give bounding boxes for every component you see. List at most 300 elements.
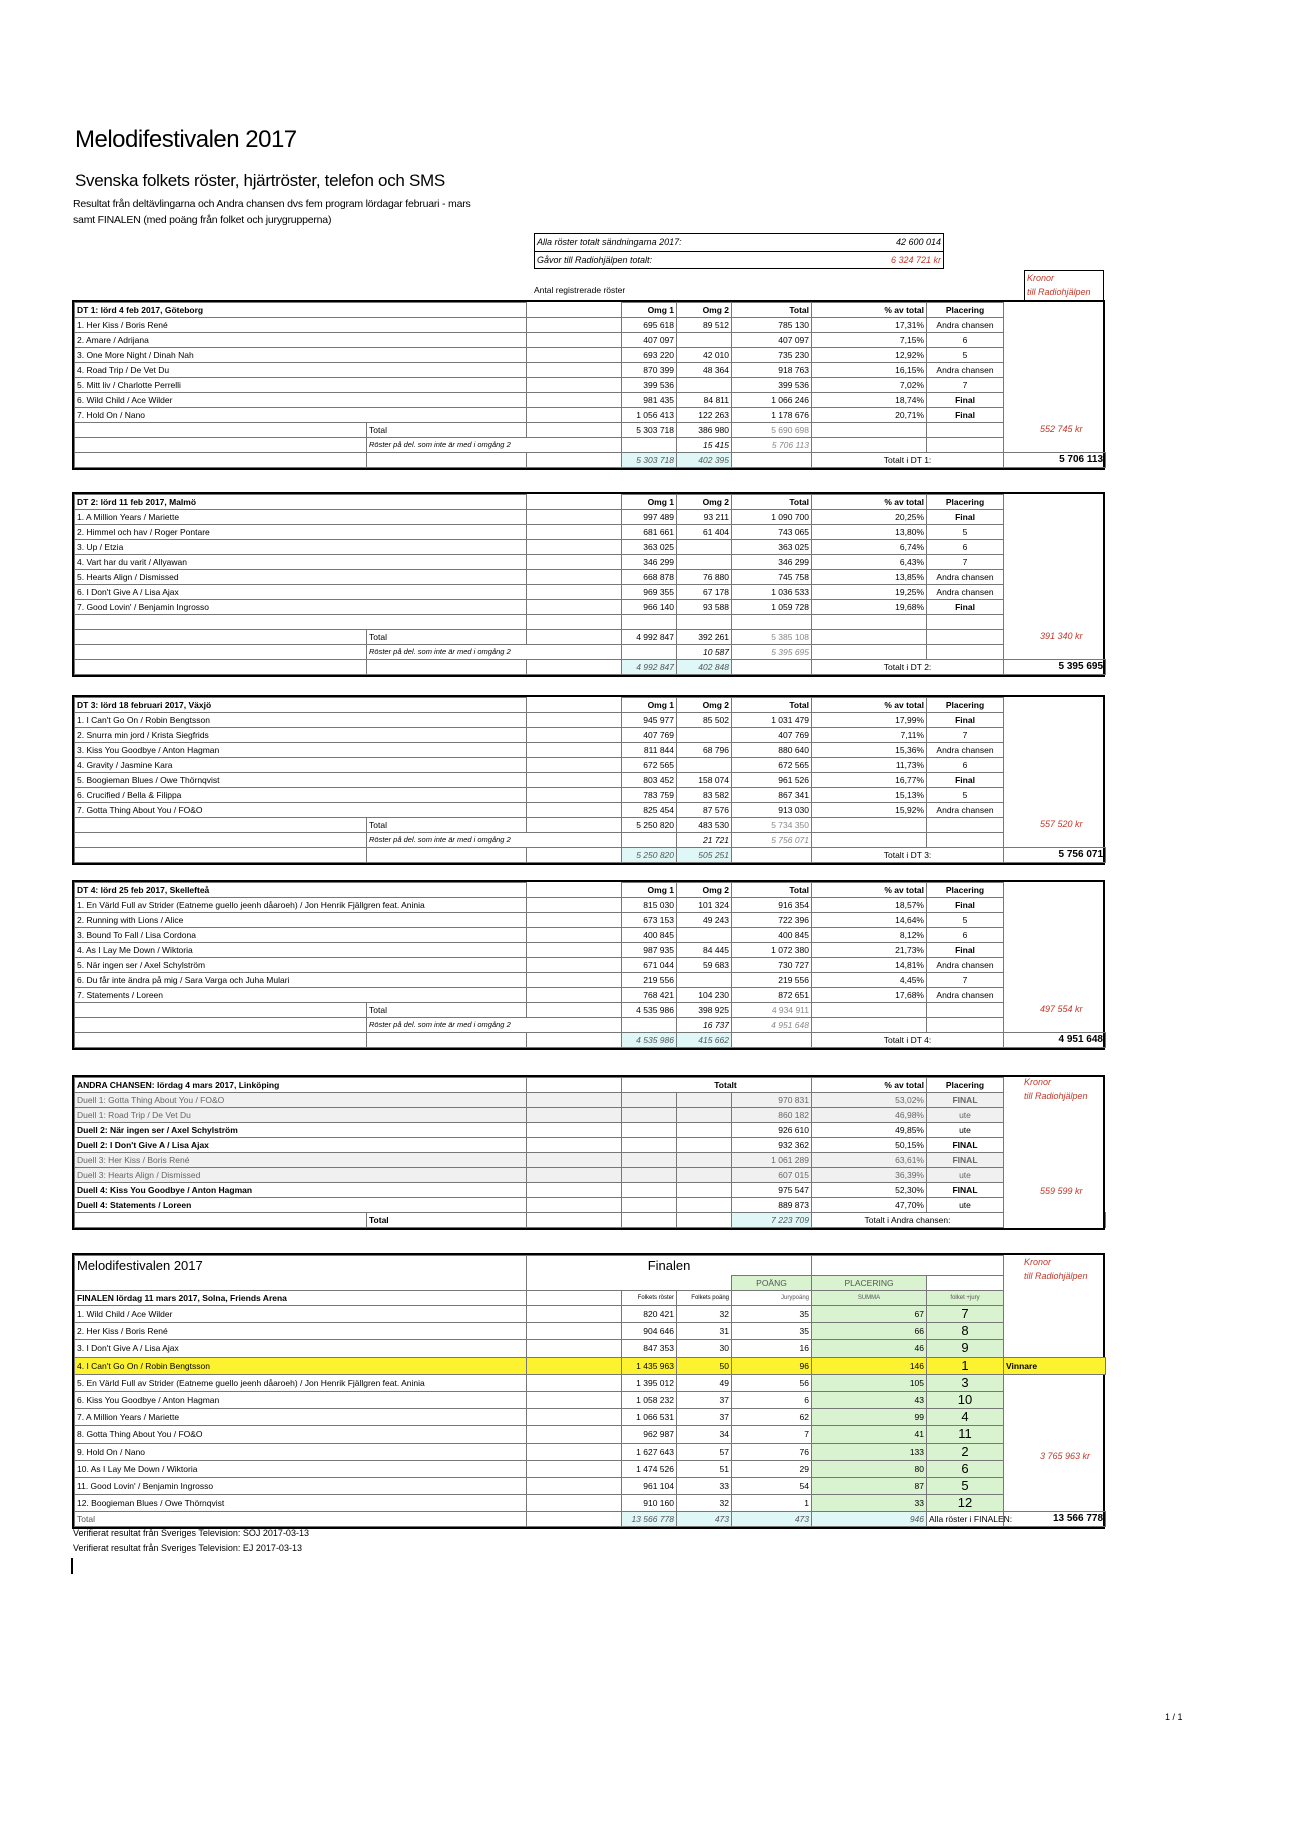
col-jurypoang: Jurypoäng bbox=[732, 1291, 812, 1306]
finalen-row bbox=[75, 1426, 1106, 1443]
omg2-value: 85 502 bbox=[677, 713, 732, 728]
song-artist: 1. En Värld Full av Strider (Eatneme guello jeenh dåaroeh) / Jon Henrik Fjällgren feat. Aninia bbox=[75, 898, 527, 913]
pct-value: 16,15% bbox=[812, 363, 927, 378]
kronor-header-finalen bbox=[1024, 1255, 1088, 1283]
placement-value: 7 bbox=[927, 728, 1004, 743]
page-title: Melodifestivalen 2017 bbox=[75, 126, 297, 153]
omg2-value: 84 811 bbox=[677, 393, 732, 408]
placering-header: PLACERING bbox=[812, 1276, 927, 1291]
sum-omg1: 5 250 820 bbox=[622, 848, 677, 863]
total-label: Total bbox=[367, 818, 527, 833]
finalen-total-row bbox=[75, 1512, 1106, 1527]
col-total: Total bbox=[732, 303, 812, 318]
pct-value: 15,92% bbox=[812, 803, 927, 818]
song-artist: 7. Statements / Loreen bbox=[75, 988, 527, 1003]
finalen-sum-value: 13 566 778 bbox=[1004, 1512, 1106, 1527]
duel-pct: 52,30% bbox=[812, 1183, 927, 1198]
omg1-value: 673 153 bbox=[622, 913, 677, 928]
col-placering: Placering bbox=[927, 303, 1004, 318]
omg1-value: 695 618 bbox=[622, 318, 677, 333]
pct-value: 15,13% bbox=[812, 788, 927, 803]
placement-value: Andra chansen bbox=[927, 958, 1004, 973]
col-placering: Placering bbox=[927, 883, 1004, 898]
col-placering: Placering bbox=[927, 495, 1004, 510]
omg2-value: 93 588 bbox=[677, 600, 732, 615]
section-sum-row bbox=[75, 1033, 1106, 1048]
omg2-value bbox=[677, 333, 732, 348]
col-pct: % av total bbox=[812, 883, 927, 898]
song-artist: 7. Good Lovin' / Benjamin Ingrosso bbox=[75, 600, 527, 615]
jurypoang: 29 bbox=[732, 1460, 812, 1477]
total-value: 1 059 728 bbox=[732, 600, 812, 615]
song-artist: 7. Gotta Thing About You / FO&O bbox=[75, 803, 527, 818]
total-label: Total bbox=[367, 423, 527, 438]
duel-votes: 975 547 bbox=[732, 1183, 812, 1198]
total-value: 730 727 bbox=[732, 958, 812, 973]
andra-header-row bbox=[75, 1078, 1106, 1093]
folkets-roster: 1 066 531 bbox=[622, 1409, 677, 1426]
folkets-poang: 50 bbox=[677, 1357, 732, 1374]
section-header-row bbox=[75, 698, 1106, 713]
jurypoang: 6 bbox=[732, 1391, 812, 1408]
total-omg1: 4 992 847 bbox=[622, 629, 677, 644]
duel-label: Duell 3: Hearts Align / Dismissed bbox=[75, 1168, 527, 1183]
andra-total-row bbox=[75, 1213, 1106, 1228]
jurypoang: 16 bbox=[732, 1340, 812, 1357]
placering: 9 bbox=[927, 1340, 1004, 1357]
folkets-roster: 904 646 bbox=[622, 1323, 677, 1340]
finalen-kronor: 3 765 963 kr bbox=[1040, 1451, 1091, 1461]
total-value: 745 758 bbox=[732, 570, 812, 585]
table-row bbox=[75, 898, 1106, 913]
table-row bbox=[75, 408, 1106, 423]
omg1-value: 668 878 bbox=[622, 570, 677, 585]
summa: 41 bbox=[812, 1426, 927, 1443]
winner-label bbox=[1004, 1426, 1106, 1443]
pct-value: 8,12% bbox=[812, 928, 927, 943]
section-sum-row bbox=[75, 659, 1106, 674]
poang-header: POÄNG bbox=[732, 1276, 812, 1291]
folkets-poang: 32 bbox=[677, 1495, 732, 1512]
duel-pct: 47,70% bbox=[812, 1198, 927, 1213]
pct-value: 17,31% bbox=[812, 318, 927, 333]
summa: 133 bbox=[812, 1443, 927, 1460]
andra-total-label: Total bbox=[367, 1213, 527, 1228]
section-heading: DT 4: lörd 25 feb 2017, Skellefteå bbox=[75, 883, 527, 898]
total-value: 1 090 700 bbox=[732, 510, 812, 525]
andra-total-value: 7 223 709 bbox=[732, 1213, 812, 1228]
duel-row bbox=[75, 1093, 1106, 1108]
total-value: 880 640 bbox=[732, 743, 812, 758]
intro-note-line-1: Resultat från deltävlingarna och Andra chansen dvs fem program lördagar februari - mars bbox=[73, 198, 471, 210]
omg1-value: 969 355 bbox=[622, 585, 677, 600]
folkets-poang: 34 bbox=[677, 1426, 732, 1443]
sum-omg1: 5 303 718 bbox=[622, 453, 677, 468]
table-row bbox=[75, 585, 1106, 600]
section-table-dt3 bbox=[72, 695, 1105, 865]
omg2-value: 87 576 bbox=[677, 803, 732, 818]
folkets-poang: 32 bbox=[677, 1306, 732, 1323]
verification-note-2: Verifierat resultat från Sveriges Television: EJ 2017-03-13 bbox=[73, 1543, 302, 1553]
winner-label bbox=[1004, 1477, 1106, 1494]
kronor-header-line-2: till Radiohjälpen bbox=[1024, 1271, 1088, 1281]
song-artist: 4. I Can't Go On / Robin Bengtsson bbox=[75, 1357, 527, 1374]
total-total: 5 690 698 bbox=[732, 423, 812, 438]
finalen-row bbox=[75, 1443, 1106, 1460]
folkets-roster: 1 627 643 bbox=[622, 1443, 677, 1460]
table-row bbox=[75, 348, 1106, 363]
omg1-value: 966 140 bbox=[622, 600, 677, 615]
placement-value: 5 bbox=[927, 788, 1004, 803]
jurypoang: 1 bbox=[732, 1495, 812, 1512]
total-value: 785 130 bbox=[732, 318, 812, 333]
duel-votes: 607 015 bbox=[732, 1168, 812, 1183]
total-omg2: 483 530 bbox=[677, 818, 732, 833]
extra-votes-label: Röster på del. som inte är med i omgång 2 bbox=[367, 833, 622, 848]
omg1-value: 825 454 bbox=[622, 803, 677, 818]
folkets-roster: 1 395 012 bbox=[622, 1374, 677, 1391]
col-summa: SUMMA bbox=[812, 1291, 927, 1306]
jurypoang: 76 bbox=[732, 1443, 812, 1460]
winner-label bbox=[1004, 1409, 1106, 1426]
table-row bbox=[75, 973, 1106, 988]
registered-votes-label: Antal registrerade röster bbox=[534, 285, 626, 295]
pct-value: 12,92% bbox=[812, 348, 927, 363]
duel-pct: 36,39% bbox=[812, 1168, 927, 1183]
section-table-dt1 bbox=[72, 300, 1105, 470]
duel-result: ute bbox=[927, 1198, 1004, 1213]
section-sum-label: Totalt i DT 2: bbox=[812, 659, 1004, 674]
omg2-value: 122 263 bbox=[677, 408, 732, 423]
andra-kronor: 559 599 kr bbox=[1040, 1186, 1083, 1196]
duel-votes: 926 610 bbox=[732, 1123, 812, 1138]
summa: 105 bbox=[812, 1374, 927, 1391]
all-votes-value: 42 600 014 bbox=[895, 237, 941, 247]
total-value: 407 769 bbox=[732, 728, 812, 743]
total-value: 400 845 bbox=[732, 928, 812, 943]
pct-value: 6,43% bbox=[812, 555, 927, 570]
total-omg2: 386 980 bbox=[677, 423, 732, 438]
song-artist: 3. One More Night / Dinah Nah bbox=[75, 348, 527, 363]
folkets-roster: 1 474 526 bbox=[622, 1460, 677, 1477]
table-row bbox=[75, 743, 1106, 758]
placement-value: Final bbox=[927, 408, 1004, 423]
jurypoang: 7 bbox=[732, 1426, 812, 1443]
table-row bbox=[75, 540, 1106, 555]
kronor-header-line-1: Kronor bbox=[1027, 273, 1055, 283]
duel-votes: 932 362 bbox=[732, 1138, 812, 1153]
song-artist: 4. Road Trip / De Vet Du bbox=[75, 363, 527, 378]
finalen-row bbox=[75, 1323, 1106, 1340]
song-artist: 6. Du får inte ändra på mig / Sara Varga och Juha Mulari bbox=[75, 973, 527, 988]
text-cursor bbox=[71, 1558, 73, 1574]
total-row bbox=[75, 423, 1106, 438]
table-row bbox=[75, 333, 1106, 348]
sum-omg2: 402 395 bbox=[677, 453, 732, 468]
omg1-value: 803 452 bbox=[622, 773, 677, 788]
song-artist: 2. Her Kiss / Boris René bbox=[75, 1323, 527, 1340]
duel-pct: 46,98% bbox=[812, 1108, 927, 1123]
total-value: 346 299 bbox=[732, 555, 812, 570]
page-subtitle: Svenska folkets röster, hjärtröster, telefon och SMS bbox=[75, 171, 445, 190]
duel-row bbox=[75, 1138, 1106, 1153]
duel-result: FINAL bbox=[927, 1153, 1004, 1168]
placering: 6 bbox=[927, 1460, 1004, 1477]
placering: 8 bbox=[927, 1323, 1004, 1340]
intro-note-line-2: samt FINALEN (med poäng från folket och jurygrupperna) bbox=[73, 214, 332, 226]
placement-value: Final bbox=[927, 713, 1004, 728]
placement-value: Final bbox=[927, 600, 1004, 615]
total-omg1: 5 250 820 bbox=[622, 818, 677, 833]
total-value: 743 065 bbox=[732, 525, 812, 540]
andra-sum-label: Totalt i Andra chansen: bbox=[812, 1213, 1004, 1228]
duel-votes: 889 873 bbox=[732, 1198, 812, 1213]
duel-result: ute bbox=[927, 1123, 1004, 1138]
duel-result: FINAL bbox=[927, 1138, 1004, 1153]
finalen-row bbox=[75, 1495, 1106, 1512]
pct-value: 14,64% bbox=[812, 913, 927, 928]
omg2-value bbox=[677, 928, 732, 943]
omg2-value bbox=[677, 540, 732, 555]
kronor-header-line-1: Kronor bbox=[1024, 1077, 1052, 1087]
omg1-value: 768 421 bbox=[622, 988, 677, 1003]
winner-label bbox=[1004, 1391, 1106, 1408]
total-value: 1 036 533 bbox=[732, 585, 812, 600]
duel-votes: 970 831 bbox=[732, 1093, 812, 1108]
folkets-poang: 57 bbox=[677, 1443, 732, 1460]
omg2-value: 93 211 bbox=[677, 510, 732, 525]
summa: 33 bbox=[812, 1495, 927, 1512]
finalen-header-row bbox=[75, 1291, 1106, 1306]
summa: 43 bbox=[812, 1391, 927, 1408]
section-header-row bbox=[75, 303, 1106, 318]
col-placering: Placering bbox=[927, 1078, 1004, 1093]
song-artist: 1. Her Kiss / Boris René bbox=[75, 318, 527, 333]
song-artist: 2. Himmel och hav / Roger Pontare bbox=[75, 525, 527, 540]
table-row bbox=[75, 943, 1106, 958]
song-artist: 3. Up / Etzia bbox=[75, 540, 527, 555]
finalen-row bbox=[75, 1409, 1106, 1426]
omg1-value: 219 556 bbox=[622, 973, 677, 988]
total-label: Total bbox=[367, 629, 527, 644]
song-artist: 6. Wild Child / Ace Wilder bbox=[75, 393, 527, 408]
finalen-total-label: Total bbox=[75, 1512, 527, 1527]
col-pct: % av total bbox=[812, 495, 927, 510]
placering: 12 bbox=[927, 1495, 1004, 1512]
section-header-row bbox=[75, 495, 1106, 510]
total-value: 872 651 bbox=[732, 988, 812, 1003]
song-artist: 8. Gotta Thing About You / FO&O bbox=[75, 1426, 527, 1443]
pct-value: 4,45% bbox=[812, 973, 927, 988]
folkets-poang: 37 bbox=[677, 1409, 732, 1426]
total-total: 5 385 108 bbox=[732, 629, 812, 644]
winner-label bbox=[1004, 1495, 1106, 1512]
duel-label: Duell 4: Kiss You Goodbye / Anton Hagman bbox=[75, 1183, 527, 1198]
omg1-value: 981 435 bbox=[622, 393, 677, 408]
table-row bbox=[75, 788, 1106, 803]
table-row bbox=[75, 758, 1106, 773]
total-total: 5 734 350 bbox=[732, 818, 812, 833]
finalen-row bbox=[75, 1374, 1106, 1391]
extra-total: 5 756 071 bbox=[732, 833, 812, 848]
folkets-poang: 37 bbox=[677, 1391, 732, 1408]
total-row bbox=[75, 818, 1106, 833]
jurypoang: 54 bbox=[732, 1477, 812, 1494]
total-value: 399 536 bbox=[732, 378, 812, 393]
pct-value: 13,80% bbox=[812, 525, 927, 540]
omg1-value: 681 661 bbox=[622, 525, 677, 540]
winner-label bbox=[1004, 1374, 1106, 1391]
song-artist: 7. Hold On / Nano bbox=[75, 408, 527, 423]
pct-value: 13,85% bbox=[812, 570, 927, 585]
table-row bbox=[75, 318, 1106, 333]
extra-votes-row bbox=[75, 644, 1106, 659]
duel-row bbox=[75, 1198, 1106, 1213]
extra-total: 5 706 113 bbox=[732, 438, 812, 453]
table-row bbox=[75, 988, 1106, 1003]
pct-value: 19,68% bbox=[812, 600, 927, 615]
kronor-header bbox=[1024, 270, 1104, 300]
total-omg1: 4 535 986 bbox=[622, 1003, 677, 1018]
section-sum-row bbox=[75, 453, 1106, 468]
extra-omg2: 21 721 bbox=[677, 833, 732, 848]
finalen-row bbox=[75, 1477, 1106, 1494]
duel-result: ute bbox=[927, 1108, 1004, 1123]
song-artist: 1. A Million Years / Mariette bbox=[75, 510, 527, 525]
omg2-value bbox=[677, 973, 732, 988]
winner-label: Vinnare bbox=[1004, 1357, 1106, 1374]
placering: 11 bbox=[927, 1426, 1004, 1443]
andra-heading: ANDRA CHANSEN: lördag 4 mars 2017, Linköping bbox=[75, 1078, 527, 1093]
duel-pct: 50,15% bbox=[812, 1138, 927, 1153]
omg2-value: 89 512 bbox=[677, 318, 732, 333]
extra-votes-row bbox=[75, 833, 1106, 848]
finalen-total-jury: 473 bbox=[732, 1512, 812, 1527]
section-sum-value: 5 706 113 bbox=[1004, 453, 1106, 468]
total-value: 363 025 bbox=[732, 540, 812, 555]
total-total: 4 934 911 bbox=[732, 1003, 812, 1018]
omg1-value: 407 769 bbox=[622, 728, 677, 743]
folkets-poang: 33 bbox=[677, 1477, 732, 1494]
duel-result: FINAL bbox=[927, 1183, 1004, 1198]
omg2-value: 84 445 bbox=[677, 943, 732, 958]
jurypoang: 35 bbox=[732, 1306, 812, 1323]
omg1-value: 997 489 bbox=[622, 510, 677, 525]
table-row bbox=[75, 510, 1106, 525]
col-total: Total bbox=[732, 495, 812, 510]
song-artist: 2. Amare / Adrijana bbox=[75, 333, 527, 348]
col-omg2: Omg 2 bbox=[677, 303, 732, 318]
placement-value: 5 bbox=[927, 913, 1004, 928]
omg1-value: 400 845 bbox=[622, 928, 677, 943]
duel-label: Duell 1: Gotta Thing About You / FO&O bbox=[75, 1093, 527, 1108]
duel-result: ute bbox=[927, 1168, 1004, 1183]
extra-votes-row bbox=[75, 1018, 1106, 1033]
extra-votes-label: Röster på del. som inte är med i omgång 2 bbox=[367, 1018, 622, 1033]
song-artist: 2. Snurra min jord / Krista Siegfrids bbox=[75, 728, 527, 743]
total-omg1: 5 303 718 bbox=[622, 423, 677, 438]
omg2-value bbox=[677, 728, 732, 743]
section-kronor: 391 340 kr bbox=[1040, 631, 1083, 641]
omg1-value: 672 565 bbox=[622, 758, 677, 773]
duel-pct: 63,61% bbox=[812, 1153, 927, 1168]
placement-value: Final bbox=[927, 898, 1004, 913]
total-value: 918 763 bbox=[732, 363, 812, 378]
omg2-value: 49 243 bbox=[677, 913, 732, 928]
total-omg2: 392 261 bbox=[677, 629, 732, 644]
omg1-value: 811 844 bbox=[622, 743, 677, 758]
omg2-value: 83 582 bbox=[677, 788, 732, 803]
andra-chansen-table bbox=[72, 1075, 1105, 1230]
omg1-value: 1 056 413 bbox=[622, 408, 677, 423]
song-artist: 6. Kiss You Goodbye / Anton Hagman bbox=[75, 1391, 527, 1408]
gifts-value: 6 324 721 kr bbox=[890, 255, 941, 265]
extra-omg2: 16 737 bbox=[677, 1018, 732, 1033]
table-row bbox=[75, 378, 1106, 393]
section-kronor: 552 745 kr bbox=[1040, 424, 1083, 434]
song-artist: 5. Mitt liv / Charlotte Perrelli bbox=[75, 378, 527, 393]
section-sum-value: 4 951 648 bbox=[1004, 1033, 1106, 1048]
section-table-dt2 bbox=[72, 492, 1105, 677]
placement-value: Andra chansen bbox=[927, 988, 1004, 1003]
song-artist: 4. As I Lay Me Down / Wiktoria bbox=[75, 943, 527, 958]
jurypoang: 35 bbox=[732, 1323, 812, 1340]
omg1-value: 783 759 bbox=[622, 788, 677, 803]
omg2-value: 67 178 bbox=[677, 585, 732, 600]
placement-value: Andra chansen bbox=[927, 363, 1004, 378]
placement-value: 7 bbox=[927, 973, 1004, 988]
omg2-value: 158 074 bbox=[677, 773, 732, 788]
total-value: 407 097 bbox=[732, 333, 812, 348]
table-row bbox=[75, 773, 1106, 788]
song-artist: 10. As I Lay Me Down / Wiktoria bbox=[75, 1460, 527, 1477]
col-folkets-poang: Folkets poäng bbox=[677, 1291, 732, 1306]
song-artist: 5. När ingen ser / Axel Schylström bbox=[75, 958, 527, 973]
song-artist: 2. Running with Lions / Alice bbox=[75, 913, 527, 928]
table-row bbox=[75, 958, 1106, 973]
section-kronor: 557 520 kr bbox=[1040, 819, 1083, 829]
pct-value: 17,68% bbox=[812, 988, 927, 1003]
omg1-value: 870 399 bbox=[622, 363, 677, 378]
jurypoang: 62 bbox=[732, 1409, 812, 1426]
section-heading: DT 2: lörd 11 feb 2017, Malmö bbox=[75, 495, 527, 510]
section-sum-value: 5 756 071 bbox=[1004, 848, 1106, 863]
finalen-sum-label: Alla röster i FINALEN: bbox=[927, 1512, 1004, 1527]
section-sum-row bbox=[75, 848, 1106, 863]
finalen-row bbox=[75, 1391, 1106, 1408]
extra-votes-row bbox=[75, 438, 1106, 453]
total-row bbox=[75, 629, 1106, 644]
placement-value: 5 bbox=[927, 348, 1004, 363]
placering: 1 bbox=[927, 1357, 1004, 1374]
sum-omg2: 415 662 bbox=[677, 1033, 732, 1048]
duel-label: Duell 4: Statements / Loreen bbox=[75, 1198, 527, 1213]
pct-value: 17,99% bbox=[812, 713, 927, 728]
section-header-row bbox=[75, 883, 1106, 898]
total-value: 1 031 479 bbox=[732, 713, 812, 728]
blank-row bbox=[75, 615, 1106, 630]
song-artist: 3. I Don't Give A / Lisa Ajax bbox=[75, 1340, 527, 1357]
table-row bbox=[75, 393, 1106, 408]
summa: 87 bbox=[812, 1477, 927, 1494]
sum-omg2: 402 848 bbox=[677, 659, 732, 674]
total-value: 735 230 bbox=[732, 348, 812, 363]
folkets-poang: 31 bbox=[677, 1323, 732, 1340]
song-artist: 5. En Värld Full av Strider (Eatneme guello jeenh dåaroeh) / Jon Henrik Fjällgren feat. Aninia bbox=[75, 1374, 527, 1391]
finalen-row bbox=[75, 1306, 1106, 1323]
duel-result: FINAL bbox=[927, 1093, 1004, 1108]
song-artist: 3. Kiss You Goodbye / Anton Hagman bbox=[75, 743, 527, 758]
